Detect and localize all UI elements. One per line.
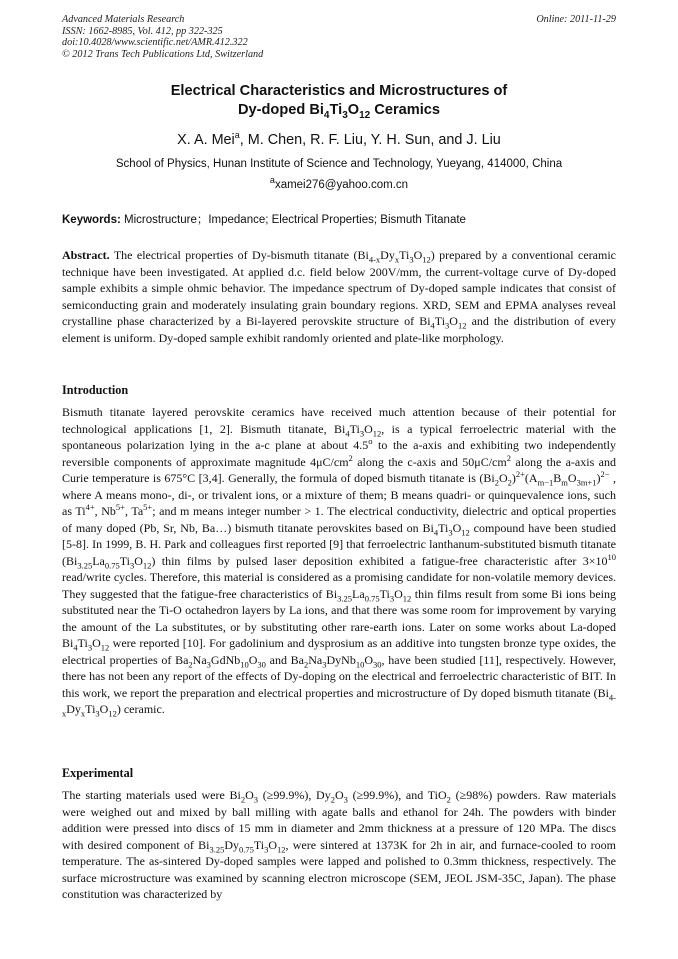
subscript: 3 — [130, 559, 135, 570]
title-line-2 — [62, 101, 616, 120]
title-text: Dy-doped Bi — [237, 102, 324, 118]
text-run: (≥99.9%), Dy — [258, 788, 331, 802]
text-run: Ti — [438, 520, 449, 535]
subscript: 2 — [188, 658, 193, 669]
subscript: 0.75 — [364, 592, 380, 603]
subscript: 4 — [73, 642, 78, 653]
text-run: DyNb — [326, 652, 356, 667]
text-run: ) thin films by pulsed laser deposition exhibited a fatigue-free characteristic after 3×10 — [151, 553, 608, 568]
paper-title — [62, 82, 616, 120]
journal-name: Advanced Materials Research — [62, 14, 185, 25]
subscript: 4 — [323, 109, 330, 121]
title-text: Ti — [329, 102, 343, 118]
author-list — [62, 131, 616, 149]
introduction-paragraph — [62, 404, 616, 718]
subscript: x — [394, 254, 400, 265]
subscript: 4 — [345, 427, 350, 438]
text-run: ) prepared by a conventional ceramic technique have been investigated. At applied d.c. field below 200V/mm, the current-voltage curve of Dy-doped sample exhibits a simple ohmic behavior. The impedance spectrum of Dy-doped sample indicates that consist of semiconducting grain and moderately insulating grain boundary regions. XRD, SEM and EPMA analyses reveal crystalline phase characterized by a Bi-layered perovskite structure of Bi — [62, 248, 616, 328]
title-text: Ceramics — [370, 102, 441, 118]
title-line-1: Electrical Characteristics and Microstructures of — [170, 83, 508, 99]
text-run: O — [498, 471, 508, 485]
text-run: O — [99, 702, 109, 716]
superscript: o — [368, 436, 373, 446]
keywords-text: Microstructure；Impedance; Electrical Properties; Bismuth Titanate — [120, 214, 466, 226]
text-run: and the distribution of every element is uniform. Dy-doped sample exhibit randomly oriented and plate-like morphology. — [62, 314, 616, 345]
text-run: (A — [524, 471, 538, 485]
subscript: 12 — [461, 526, 470, 537]
subscript: 3 — [322, 658, 327, 669]
journal-header — [62, 14, 616, 60]
superscript: a — [269, 175, 275, 186]
subscript: 30 — [257, 658, 266, 669]
subscript: x — [80, 708, 86, 719]
text-run: The electrical properties of Dy-bismuth titanate (Bi — [109, 248, 369, 262]
affiliation: School of Physics, Hunan Institute of Science and Technology, Yueyang, 414000, China — [115, 158, 563, 170]
superscript: 5+ — [115, 502, 125, 512]
text-run: Ti — [119, 553, 130, 568]
text-run: La — [92, 553, 105, 568]
subscript: 3 — [206, 658, 211, 669]
text-run: Ti — [434, 314, 446, 328]
text-run: O — [364, 421, 373, 436]
superscript: 10 — [607, 551, 616, 562]
subscript: 4-x — [62, 691, 616, 719]
subscript: 3 — [409, 254, 414, 265]
text-run: read/write cycles. Therefore, this material is considered as a promising candidate for non-volatile memory devices. They suggested that the fatigue-free characteristics of Bi — [62, 570, 616, 601]
text-run: Ti — [349, 421, 360, 436]
text-run: and Ba — [265, 652, 304, 667]
subscript: 2 — [304, 658, 309, 669]
subscript: 10 — [240, 658, 249, 669]
subscript: 3.25 — [337, 592, 353, 603]
text-run: Ti — [399, 248, 410, 262]
author-email — [62, 175, 616, 192]
author-name: X. A. Mei — [177, 132, 235, 148]
text-run: ) ceramic. — [116, 702, 165, 716]
subscript: 3 — [95, 708, 100, 719]
subscript: 2 — [240, 794, 246, 805]
experimental-paragraph — [62, 787, 616, 903]
subscript: 2 — [494, 477, 499, 488]
subscript: 3 — [389, 592, 395, 603]
superscript: 2+ — [515, 469, 525, 479]
text-run: Na — [192, 652, 207, 667]
text-run: Ti — [379, 586, 390, 601]
keywords — [62, 213, 616, 227]
text-run: Ti — [77, 636, 88, 650]
abstract — [62, 247, 616, 346]
superscript: 2 — [506, 452, 511, 463]
superscript: 5+ — [143, 502, 153, 512]
journal-issn: ISSN: 1662-8985, Vol. 412, pp 322-325 — [62, 25, 223, 37]
text-run: O — [413, 248, 423, 262]
superscript: 2− — [600, 469, 610, 479]
journal-copyright: © 2012 Trans Tech Publications Ltd, Switzerland — [62, 48, 264, 60]
text-run: thin films result from some Bi ions being substituted near the Ti-O octahedron layers by La ions, and that there was some room for improvement by varying the amount of the La substitutes, or by substituting other rare-earth ions. Later on some works about La-doped Bi — [62, 586, 616, 650]
subscript: 0.75 — [104, 559, 120, 570]
subscript: 4-x — [368, 254, 381, 265]
subscript: 12 — [108, 708, 117, 719]
subscript: 12 — [422, 254, 431, 265]
superscript: 2 — [348, 452, 353, 463]
text-run: ) — [511, 471, 516, 485]
subscript: 12 — [100, 642, 110, 653]
subscript: 12 — [402, 592, 412, 603]
journal-doi: doi:10.4028/www.scientific.net/AMR.412.322 — [62, 37, 248, 49]
text-run: Dy — [224, 837, 239, 852]
text-run: La — [352, 586, 365, 601]
subscript: 3 — [253, 794, 259, 805]
subscript: 12 — [359, 109, 371, 121]
text-run: , Ta — [124, 504, 144, 518]
subscript: 12 — [372, 427, 382, 438]
text-run: , Nb — [94, 504, 116, 518]
subscript: 3 — [343, 794, 348, 805]
text-run: O — [364, 652, 374, 667]
text-run: O — [449, 314, 458, 328]
text-run: O — [268, 837, 278, 852]
subscript: 30 — [373, 658, 382, 669]
text-run: O — [92, 636, 101, 650]
subscript: 3m+1 — [576, 477, 597, 488]
online-date: Online: 2011-11-29 — [536, 14, 616, 25]
subscript: 12 — [142, 559, 152, 570]
keywords-label: Keywords: — [62, 214, 121, 226]
subscript: 3.25 — [209, 843, 225, 854]
text-run: GdNb — [210, 652, 241, 667]
text-run: O — [134, 553, 143, 568]
subscript: 3 — [264, 843, 269, 854]
text-run: B — [553, 471, 562, 485]
text-run: O — [248, 652, 258, 667]
text-run: ; and m means integer number > 1. The electrical conductivity, dielectric and optical properties of many doped (Pb, Sr, Nb, Ba…) bismuth titanate perovskites based on Bi — [62, 504, 616, 535]
text-run: Ti — [85, 702, 96, 716]
subscript: m — [561, 477, 568, 488]
text-run: (≥99.9%), and TiO — [347, 788, 447, 802]
text-run: , have been studied [11], respectively. However, there has not been any report of the effects of Dy-doping on the electrical and ferroelectric characteristic of BIT. In this work, we report the preparation and electrical properties and microstructure of Dy doped bismuth titanate (Bi — [62, 652, 616, 700]
subscript: 3 — [87, 642, 93, 653]
text-run: (≥98%) powders. Raw materials were weighed out and mixed by ball milling with agate balls and ethanol for 24h. The powders with binder addition were pressed into discs of 15 mm in diameter and 2mm thickness at a pressure of 120 MPa. The discs with desired component of Bi — [62, 788, 616, 852]
superscript: a — [234, 130, 240, 141]
text-run: Dy — [66, 702, 81, 716]
subscript: 3 — [448, 526, 453, 537]
experimental-heading: Experimental — [62, 766, 134, 780]
text-run: , were sintered at 1373K for 2h in air, and furnace-cooled to room temperature. The as-sintered Dy-doped samples were lapped and polished to 0.3mm thickness, respectively. The surface microstructure was examined by scanning electron microscope (SEM, JEOL JSM-35C, Japan). The phase constitution was characterized by — [62, 837, 616, 901]
subscript: 10 — [355, 658, 365, 669]
subscript: 12 — [457, 320, 467, 331]
subscript: 2 — [446, 794, 451, 805]
text-run: The starting materials used were Bi — [62, 788, 241, 802]
text-run: along the c-axis and 50μC/cm — [352, 454, 507, 469]
text-run: O — [452, 520, 462, 535]
text-run: were reported [10]. For gadolinium and dysprosium as an additive into tungsten bronze type oxides, the electrical properties of Ba — [62, 636, 616, 667]
text-run: Ti — [253, 837, 265, 852]
introduction-heading: Introduction — [62, 383, 129, 397]
text-run: O — [394, 586, 403, 601]
text-run: O — [245, 788, 254, 802]
text-run: Bismuth titanate layered perovskite ceramics have received much attention because of their potential for technological applications [1, 2]. Bismuth titanate, Bi — [62, 405, 616, 436]
author-names-rest: , M. Chen, R. F. Liu, Y. H. Sun, and J. Liu — [239, 132, 501, 148]
subscript: 0.75 — [238, 843, 254, 854]
text-run: O — [334, 788, 344, 802]
text-run: , is a typical ferroelectric material with the spontaneous polarization lying in the a-c plane at about 4.5 — [62, 421, 616, 452]
email-address: xamei276@yahoo.com.cn — [274, 179, 409, 191]
abstract-label: Abstract. — [62, 248, 110, 262]
text-run: O — [567, 471, 577, 485]
subscript: 4 — [430, 320, 435, 331]
superscript: 4+ — [85, 502, 95, 512]
title-text: O — [347, 102, 360, 118]
text-run: Dy — [380, 248, 395, 262]
subscript: 4 — [433, 526, 439, 537]
subscript: m−1 — [537, 477, 554, 488]
subscript: 3 — [359, 427, 365, 438]
subscript: 3 — [342, 109, 348, 121]
subscript: 3 — [445, 320, 450, 331]
subscript: 2 — [330, 794, 335, 805]
text-run: , where A means mono-, di-, or trivalent ions, or a mixture of them; B means quadri- or quinquevalence ions, such as Ti — [62, 471, 616, 518]
text-run: Na — [308, 652, 323, 667]
text-run: compound have been studied [5-8]. In 1999, B. H. Park and colleagues first reported [9] that ferroelectric lanthanum-substituted bismuth titanate (Bi — [62, 520, 616, 568]
text-run: to the a-axis and exhibiting two independently reversible components of approximate magnitude 4μC/cm — [62, 438, 616, 469]
subscript: 3.25 — [77, 559, 93, 570]
text-run: ) — [596, 471, 601, 485]
subscript: 2 — [507, 477, 512, 488]
subscript: 12 — [277, 843, 286, 854]
text-run: along the a-axis and Curie temperature is 675°C [3,4]. Generally, the formula of doped bismuth titanate is (Bi — [62, 454, 617, 485]
